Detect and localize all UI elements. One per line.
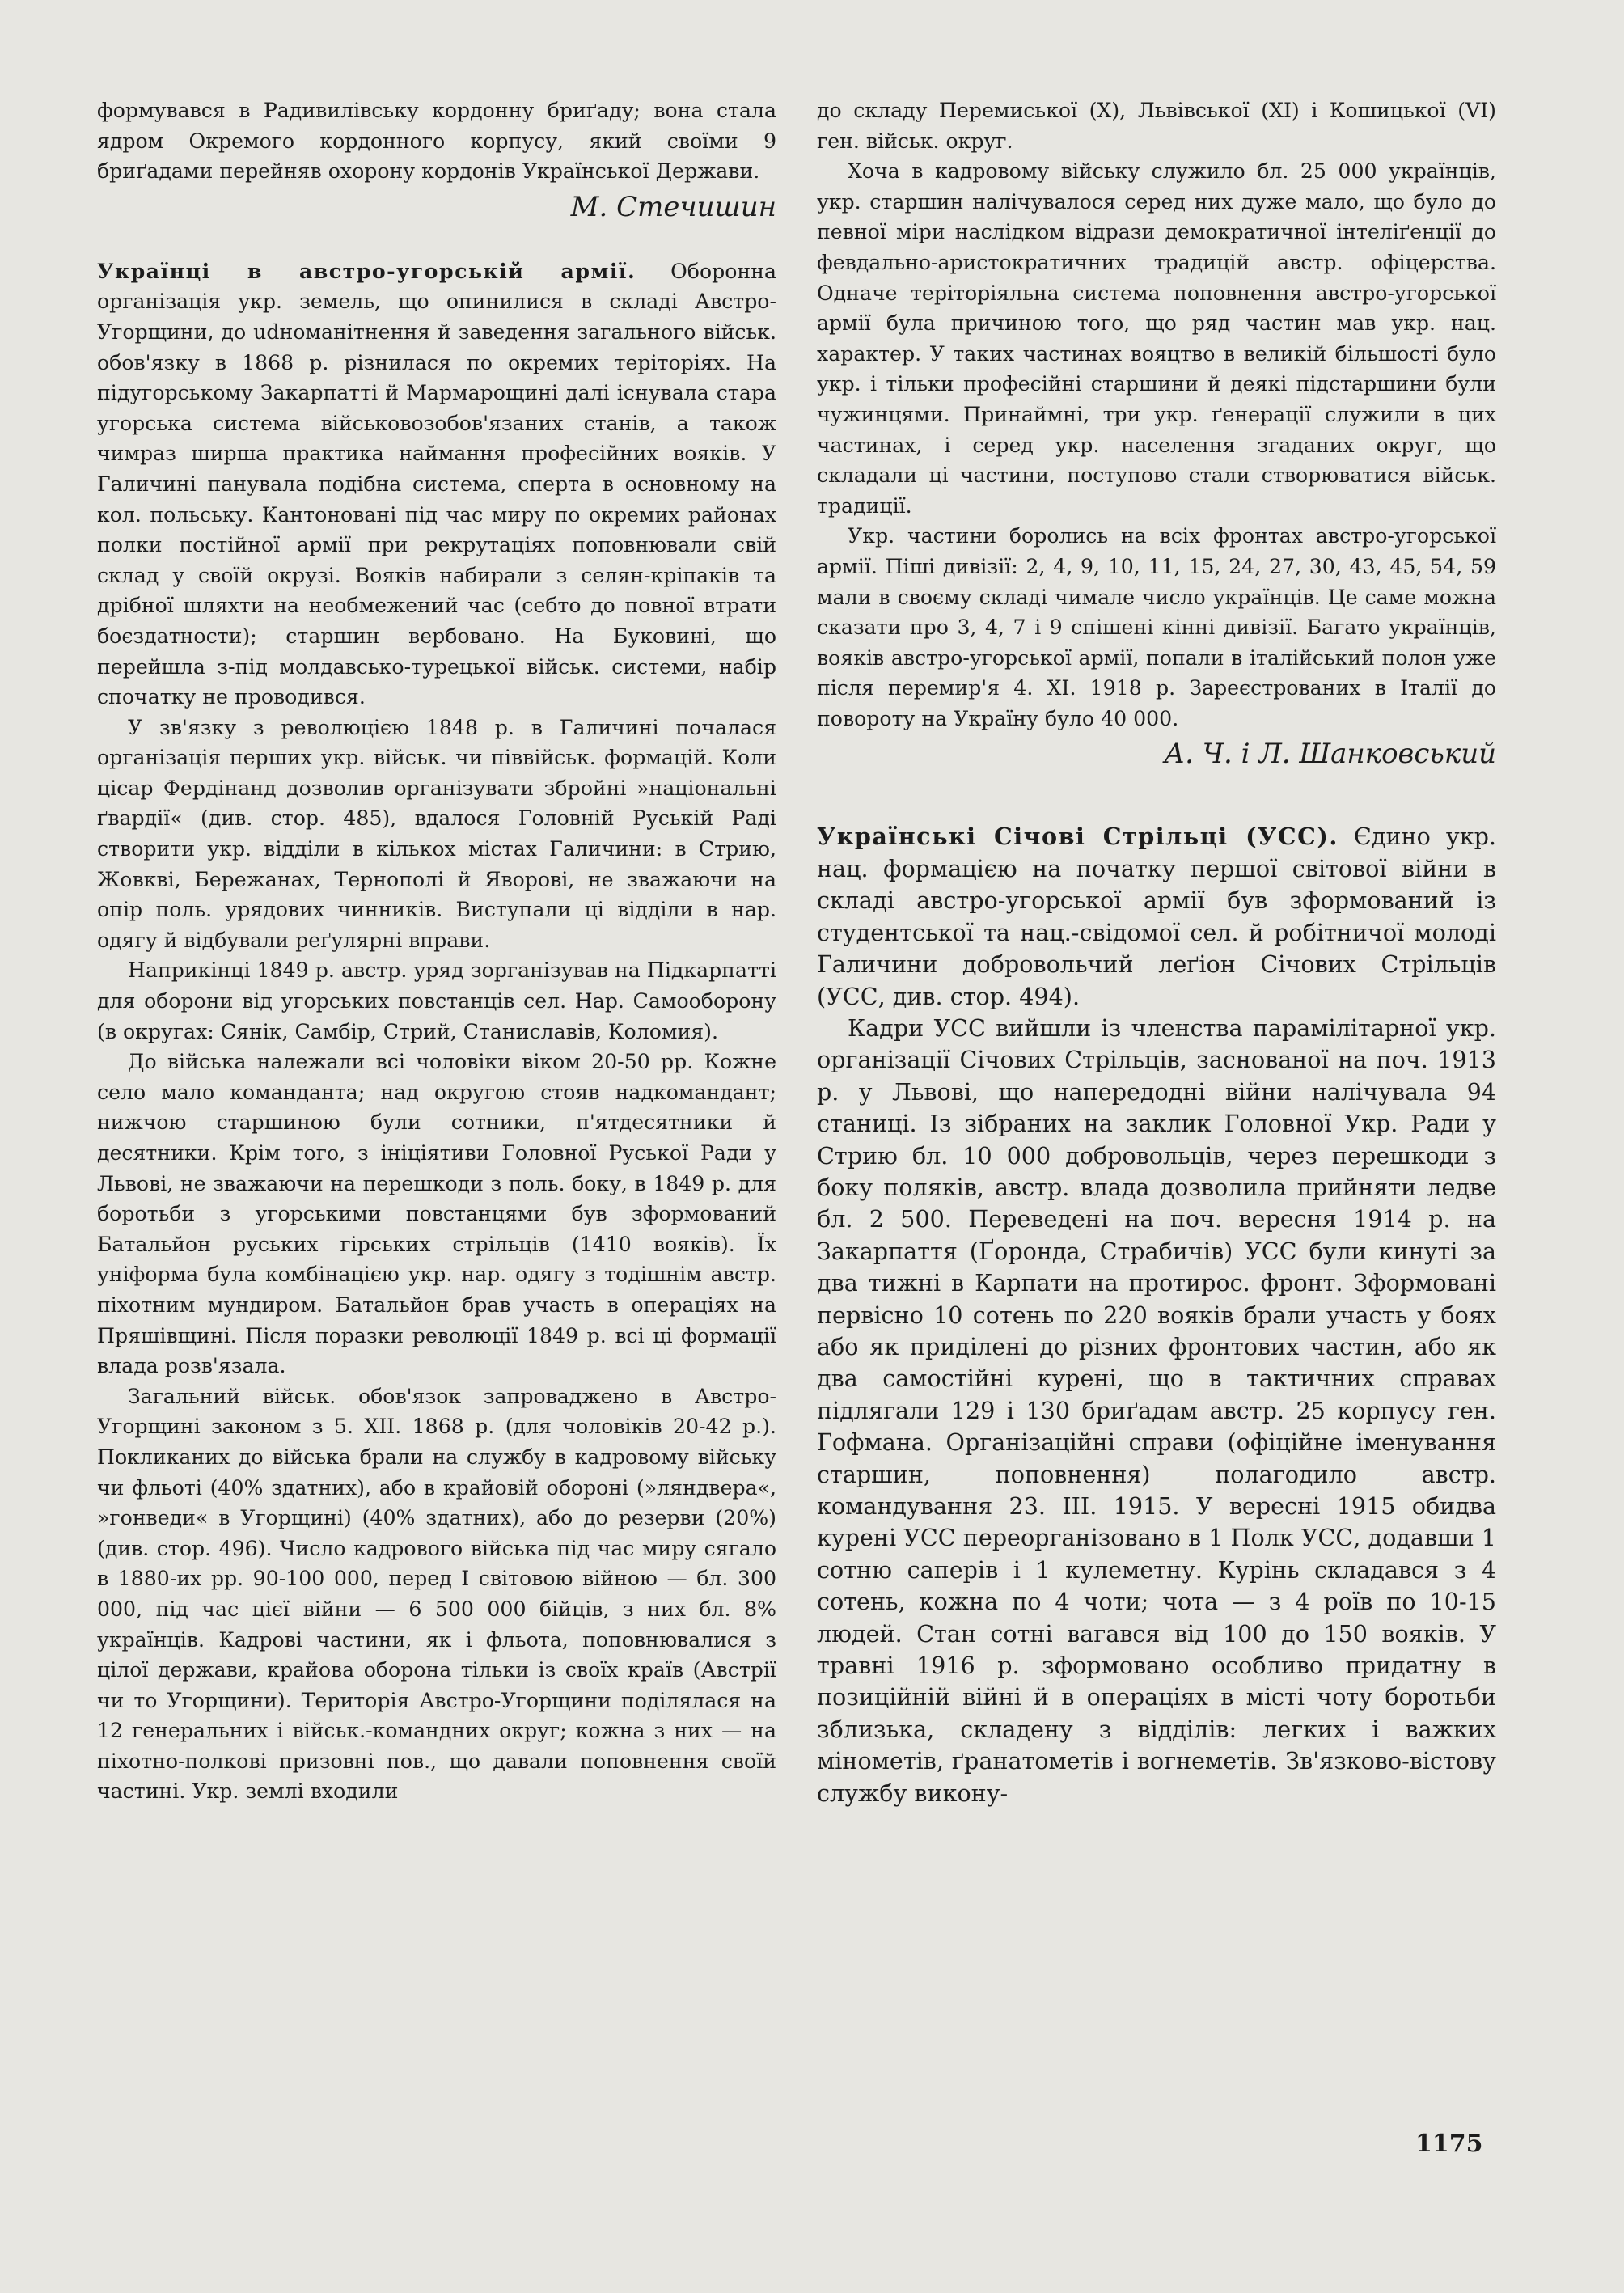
- article-paragraph-text: Єдино укр. нац. формацією на початку першої світової війни в складі австро-угорської армії був зформований із студентської та нац.-свідомої сел. й робітничої молоді Галичини добровольчий леґіон Січових Стрільців (УСС, див. стор. 494).: [817, 823, 1496, 1010]
- article-title: Українські Січові Стрільці (УСС).: [817, 823, 1339, 851]
- article-paragraph: Хоча в кадровому війську служило бл. 25 000 українців, укр. старшин налічувалося серед них дуже мало, що було до певної міри наслідком відрази демократичної інтеліґенції до февдально-аристократичних традицій австр. офіцерства. Одначе теріторіяльна система поповнення австро-угорської армії була причиною того, що ряд частин мав укр. нац. характер. У таких частинах вояцтво в великій більшості було укр. і тільки професійні старшини й деякі підстаршини були чужинцями. Принаймні, три укр. ґенерації служили в цих частинах, і серед укр. населення згаданих округ, що складали ці частини, поступово стали створюватися військ. традиції.: [817, 159, 1496, 518]
- article-paragraph: У зв'язку з революцією 1848 р. в Галичині почалася організація перших укр. військ. чи піввійськ. формацій. Коли цісар Фердінанд дозволив організувати збройні »національні ґвардії« (див. стор. 485), вдалося Головній Руській Раді створити укр. відділи в кількох містах Галичини: в Стрию, Жовкві, Бережанах, Тернополі й Яворові, не зважаючи на опір поль. урядових чинників. Виступали ці відділи в нар. одягу й відбували реґулярні вправи.: [97, 715, 776, 952]
- article-paragraph-text: Оборонна організація укр. земель, що опинилися в складі Австро-Угорщини, до udноманітнення й заведення загального військ. обов'язку в 1868 р. різнилася по окремих теріторіях. На підугорському Закарпатті й Мармарощині далі існувала стара угорська система військовозобов'язаних станів, а також чимраз ширша практика наймання професійних вояків. У Галичині панувала подібна система, сперта в основному на кол. польську. Кантоновані під час миру по окремих районах полки постійної армії при рекрутаціях поповнювали свій склад у своїй окрузі. Вояків набирали з селян-кріпаків та дрібної шляхти на необмежений час (себто до повної втрати боєздатности); старшин вербовано. На Буковині, що перейшла з-під молдавсько-турецької військ. системи, набір спочатку не проводився.: [97, 259, 776, 709]
- section-gap: [97, 227, 776, 256]
- page-number: 1175: [1415, 2130, 1483, 2158]
- continued-paragraph: до складу Перемиської (X), Львівської (XI) і Кошицької (VI) ген. військ. округ.: [817, 99, 1496, 153]
- article-paragraph: [817, 821, 1496, 1012]
- intro-paragraph: формувався в Радивилівську кордонну бриґаду; вона стала ядром Окремого кордонного корпусу, який своїми 9 бриґадами перейняв охорону кордонів Української Держави.: [97, 99, 776, 184]
- author-signature: А. Ч. і Л. Шанковський: [1164, 738, 1496, 771]
- usc-article: [817, 821, 1496, 1809]
- article-paragraph: До війська належали всі чоловіки віком 20-50 рр. Кожне село мало команданта; над округою стояв надкомандант; нижчою старшиною були сотники, п'ятдесятники й десятники. Крім того, з ініціятиви Головної Руської Ради у Львові, не зважаючи на перешкоди з поль. боку, в 1849 р. для боротьби з угорськими повстанцями був зформований Батальйон руських гірських стрільців (1410 вояків). Їх уніформа була комбінацією укр. нар. одягу з тодішнім австр. піхотним мундиром. Батальйон брав участь в операціях на Пряшівщині. Після поразки революції 1849 р. всі ці формації влада розв'язала.: [97, 1050, 776, 1378]
- article-paragraph: Загальний військ. обов'язок запроваджено в Австро-Угорщині законом з 5. XII. 1868 р. (для чоловіків 20-42 р.). Покликаних до війська брали на службу в кадровому війську чи фльоті (40% здатних), або в крайовій обороні (»ляндвера«, »гонведи« в Угорщині) (40% здатних), або до резерви (20%) (див. стор. 496). Число кадрового війська під час миру сягало в 1880-их рр. 90-100 000, перед I світовою війною — бл. 300 000, під час цієї війни — 6 500 000 бійців, з них бл. 8% українців. Кадрові частини, як і фльота, поповнювалися з цілої держави, крайова оборона тільки із своїх країв (Австрії чи то Угорщини). Територія Австро-Угорщини поділялася на 12 генеральних і військ.-командних округ; кожна з них — на піхотно-полкові призовні пов., що давали поповнення своїй частині. Укр. землі входили: [97, 1384, 776, 1804]
- article-paragraph: [97, 256, 776, 713]
- article-paragraph: Кадри УСС вийшли із членства парамілітарної укр. організації Січових Стрільців, заснованої на поч. 1913 р. у Львові, що напередодні війни налічувала 94 станиці. Із зібраних на заклик Головної Укр. Ради у Стрию бл. 10 000 добровольців, через перешкоди з боку поляків, австр. влада дозволила прийняти ледве бл. 2 500. Переведені на поч. вересня 1914 р. на Закарпаття (Ґоронда, Страбичів) УСС були кинуті за два тижні в Карпати на протирос. фронт. Зформовані первісно 10 сотень по 220 вояків брали участь у боях або як приділені до різних фронтових частин, або як два самостійні курені, що в тактичних справах підлягали 129 і 130 бриґадам австр. 25 корпусу ген. Гофмана. Організаційні справи (офіційне іменування старшин, поповнення) полагодило австр. командування 23. III. 1915. У вересні 1915 обидва курені УСС переорганізовано в 1 Полк УСС, додавши 1 сотню саперів і 1 кулеметну. Курінь складався з 4 сотень, кожна по 4 чоти; чота — з 4 роїв по 10-15 людей. Стан сотні вагався від 100 до 150 вояків. У травні 1916 р. зформовано особливо придатну в позиційній війні й в операціях в місті чоту боротьби зблизька, складену з відділів: легких і важких мінометів, ґранатометів і вогнеметів. Зв'язково-вістову службу викону-: [817, 1013, 1496, 1807]
- article-title: Українці в австро-угорській армії.: [97, 258, 636, 283]
- right-column: [817, 95, 1496, 1809]
- section-gap: [817, 774, 1496, 821]
- left-column: [97, 95, 776, 1807]
- article-paragraph: Укр. частини боролись на всіх фронтах австро-угорської армії. Піші дивізії: 2, 4, 9, 10, 11, 15, 24, 27, 30, 43, 45, 54, 59 мали в своєму складі чимале число українців. Це саме можна сказати про 3, 4, 7 і 9 спішені кінні дивізії. Багато українців, вояків австро-угорської армії, попали в італійський полон уже після перемир'я 4. XI. 1918 р. Зареєстрованих в Італії до повороту на Україну було 40 000.: [817, 524, 1496, 730]
- author-signature: М. Стечишин: [570, 190, 776, 223]
- article-paragraph: Наприкінці 1849 р. австр. уряд зорганізував на Підкарпатті для оборони від угорських повстанців сел. Нар. Самооборону (в округах: Сянік, Самбір, Стрий, Станиславів, Коломия).: [97, 958, 776, 1043]
